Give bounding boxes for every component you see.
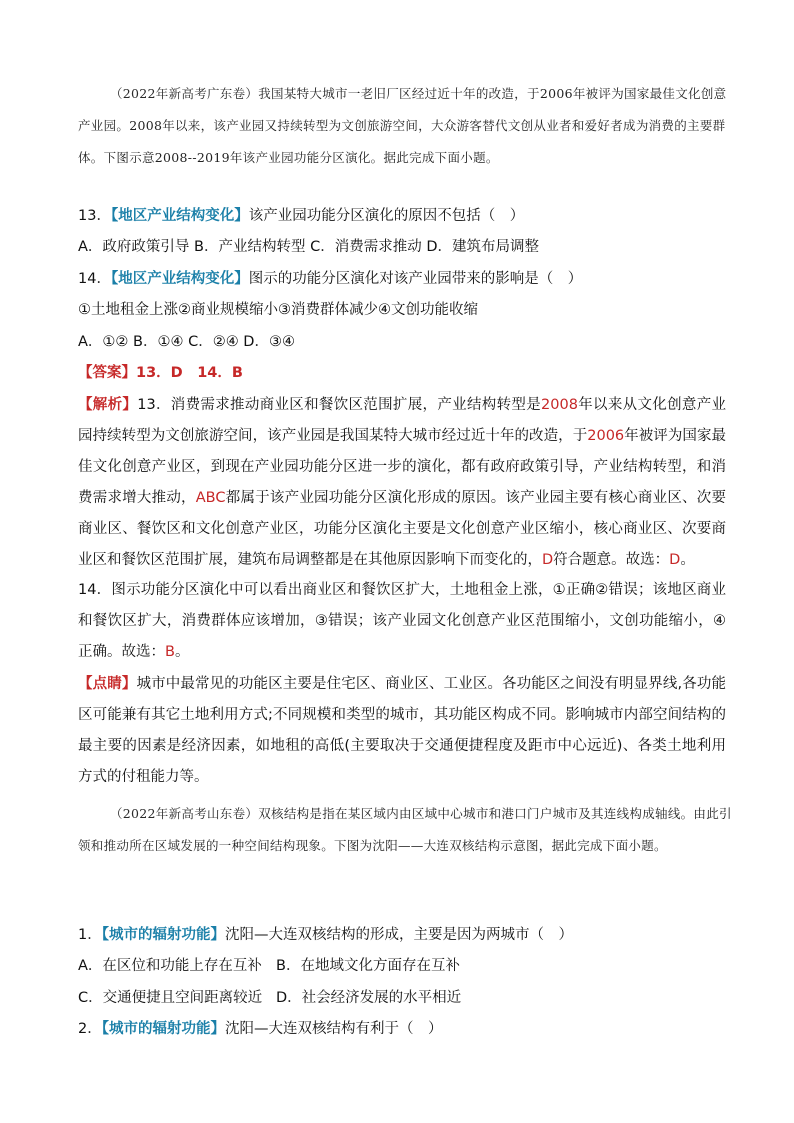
- answer-label: 【答案】: [78, 365, 136, 381]
- question-13-options: A．政府政策引导 B．产业结构转型 C．消费需求推动 D．建筑布局调整: [78, 239, 539, 255]
- analysis-label: 【解析】: [78, 397, 138, 413]
- analysis-year: 2006: [587, 428, 625, 444]
- answer-text: 13．D 14．B: [136, 365, 243, 381]
- passage-text: 我国某特大城市一老旧厂区经过近十年的改造，于2006年被评为国家最佳文化创意产业园。2008年以来，该产业园又持续转型为文创旅游空间，大众游客替代文创从业者和爱好者成为消费的主要群体。下图示意2008--2019年该产业园功能分区演化。据此完成下面小题。: [78, 86, 727, 165]
- question-tag: 【城市的辐射功能】: [101, 1021, 225, 1037]
- question-number: 14．: [78, 271, 111, 287]
- question-1: [78, 925, 738, 945]
- tip-paragraph: [78, 669, 726, 793]
- question-1-options-row1: [78, 956, 738, 976]
- analysis-text: 13．消费需求推动商业区和餐饮区范围扩展，产业结构转型是: [137, 397, 542, 413]
- question-stem: 沈阳—大连双核结构的形成，主要是因为两城市（ ）: [224, 927, 573, 943]
- passage-source: （2022年新高考山东卷）: [110, 806, 259, 821]
- question-stem: 该产业园功能分区演化的原因不包括（ ）: [248, 208, 525, 224]
- analysis-answer: B: [165, 644, 175, 660]
- passage-text: 双核结构是指在某区域内由区域中心城市和港口门户城市及其连线构成轴线。由此引领和推动所在区域发展的一种空间结构现象。下图为沈阳——大连双核结构示意图，据此完成下面小题。: [78, 806, 732, 853]
- analysis-text: 。: [680, 552, 695, 568]
- analysis-year: 2008: [541, 397, 578, 413]
- passage-source: （2022年新高考广东卷）: [110, 86, 259, 101]
- option-c: C．交通便捷且空间距离较近: [78, 990, 263, 1006]
- question-stem: 沈阳—大连双核结构有利于（ ）: [224, 1021, 443, 1037]
- analysis-text: 符合题意。故选：: [553, 552, 670, 568]
- option-d: D．社会经济发展的水平相近: [276, 990, 462, 1006]
- analysis-13: [78, 390, 726, 576]
- question-tag: 【城市的辐射功能】: [101, 927, 225, 943]
- analysis-option-ref: ABC: [195, 490, 226, 506]
- option-b: B．在地域文化方面存在互补: [276, 958, 460, 974]
- tip-label: 【点睛】: [78, 676, 137, 692]
- question-stem: 图示的功能分区演化对该产业园带来的影响是（ ）: [248, 271, 583, 287]
- question-1-options-row2: [78, 988, 738, 1008]
- tip-text: 城市中最常见的功能区主要是住宅区、商业区、工业区。各功能区之间没有明显界线,各功能区可能兼有其它土地利用方式;不同规模和类型的城市，其功能区构成不同。影响城市内部空间结构的最主要的因素是经济因素，如地租的高低(主要取决于交通便捷程度及距市中心远近)、各类土地利用方式的付租能力等。: [78, 676, 727, 785]
- question-number: 2．: [78, 1021, 102, 1037]
- answer-line: [78, 363, 738, 383]
- question-14: [78, 269, 738, 289]
- question-number: 13．: [78, 208, 111, 224]
- analysis-text: 14．图示功能分区演化中可以看出商业区和餐饮区扩大，土地租金上涨，①正确②错误；该地区商业和餐饮区扩大，消费群体应该增加，③错误；该产业园文化创意产业区范围缩小，文创功能缩小，④正确。故选：: [78, 582, 726, 660]
- analysis-answer: D: [669, 552, 681, 568]
- analysis-text: 都属于该产业园功能分区演化形成的原因。该产业园主要有核心商业区、次要商业区、餐饮区和文化创意产业区，功能分区演化主要是文化创意产业区缩小，核心商业区、次要商业区和餐饮区范围扩展，建筑布局调整都是在其他原因影响下而变化的，: [78, 490, 727, 568]
- passage-guangdong: [78, 78, 738, 174]
- question-number: 1．: [78, 927, 102, 943]
- question-2: [78, 1019, 738, 1039]
- option-a: A．在区位和功能上存在互补: [78, 958, 262, 974]
- analysis-text: 年被评为国家最佳文化创意产业区，到现在产业园功能分区进一步的演化，都有政府政策引导，产业结构转型，和消费需求增大推动，: [78, 428, 727, 506]
- passage-shandong: [78, 798, 738, 862]
- analysis-option-ref: D: [542, 552, 554, 568]
- question-tag: 【地区产业结构变化】: [110, 271, 249, 287]
- question-tag: 【地区产业结构变化】: [110, 208, 249, 224]
- question-13: [78, 206, 738, 226]
- question-14-items: ①土地租金上涨②商业规模缩小③消费群体减少④文创功能收缩: [78, 302, 478, 318]
- question-14-options: A．①② B．①④ C．②④ D．③④: [78, 334, 295, 350]
- analysis-text: 年以来从文化创意产业园持续转型为文创旅游空间，该产业园是我国某特大城市经过近十年的改造，于: [78, 397, 727, 444]
- analysis-14: [78, 575, 726, 668]
- analysis-text: 。: [174, 644, 190, 660]
